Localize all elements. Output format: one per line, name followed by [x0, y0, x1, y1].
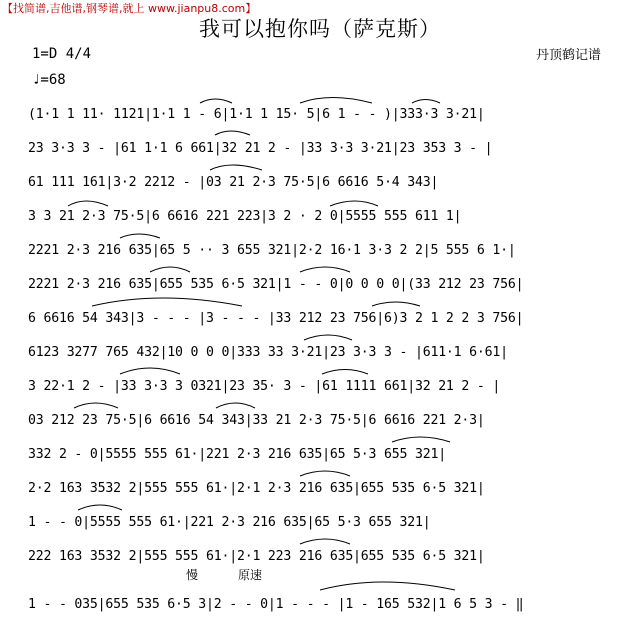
score-line-9: 3 22·1 2 - |33 3·3 3 0321|23 35· 3 - |61 1111 661|32 21 2 - | — [28, 379, 501, 394]
score-line-12: 2·2 163 3532 2|555 555 61·|2·1 2·3 216 635|655 535 6·5 321| — [28, 481, 485, 496]
score-line-14: 222 163 3532 2|555 555 61·|2·1 223 216 635|655 535 6·5 321| — [28, 549, 485, 564]
score-line-5: 2221 2·3 216 635|65 5 ·· 3 655 321|2·2 16·1 3·3 2 2|5 555 6 1·| — [28, 243, 516, 258]
marking-original-tempo: 原速 — [238, 568, 263, 582]
key-signature: 1=D 4/4 — [32, 46, 92, 62]
score-line-13: 1 - - 0|5555 555 61·|221 2·3 216 635|65 5·3 655 321| — [28, 515, 431, 530]
score-line-7: 6 6616 54 343|3 - - - |3 - - - |33 212 23 756|6)3 2 1 2 2 3 756| — [28, 311, 524, 326]
score-line-2: 23 3·3 3 - |61 1·1 6 661|32 21 2 - |33 3·3 3·21|23 353 3 - | — [28, 141, 493, 156]
score-line-15: 1 - - 035|655 535 6·5 3|2 - - 0|1 - - - |1 - 165 532|1 6 5 3 - ‖ — [28, 597, 524, 612]
marking-slow: 慢 — [186, 568, 199, 582]
site-banner: 【找简谱,吉他谱,钢琴谱,就上 www.jianpu8.com】 — [2, 2, 257, 15]
tempo-marking: ♩=68 — [32, 72, 66, 88]
page-title: 我可以抱你吗（萨克斯） — [199, 17, 441, 41]
transcriber-credit: 丹顶鹤记谱 — [536, 48, 602, 63]
score-line-8: 6123 3277 765 432|10 0 0 0|333 33 3·21|23 3·3 3 - |611·1 6·61| — [28, 345, 508, 360]
jianpu-score — [28, 98, 618, 622]
score-line-4: 3 3 21 2·3 75·5|6 6616 221 223|3 2 · 2 0|5555 555 611 1| — [28, 209, 462, 224]
score-line-10: 03 212 23 75·5|6 6616 54 343|33 21 2·3 75·5|6 6616 221 2·3| — [28, 413, 485, 428]
score-line-1: (1·1 1 11· 1121|1·1 1 - 6|1·1 1 15· 5|6 1 - - )|333·3 3·21| — [28, 107, 485, 122]
score-line-3: 61 111 161|3·2 2212 - |03 21 2·3 75·5|6 6616 5·4 343| — [28, 175, 439, 190]
score-line-6: 2221 2·3 216 635|655 535 6·5 321|1 - - 0|0 0 0 0|(33 212 23 756| — [28, 277, 524, 292]
score-line-11: 332 2 - 0|5555 555 61·|221 2·3 216 635|65 5·3 655 321| — [28, 447, 446, 462]
